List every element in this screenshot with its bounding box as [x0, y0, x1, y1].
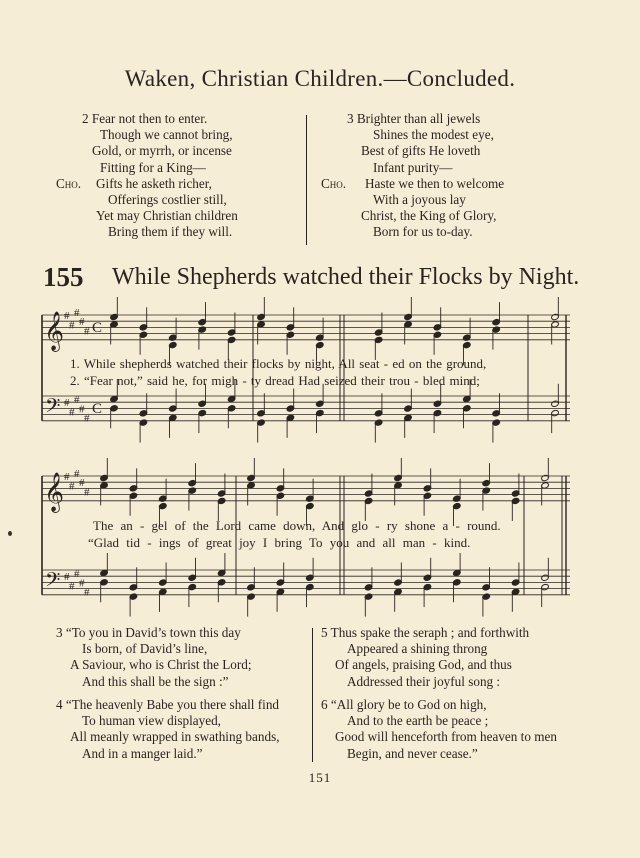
treble-clef-icon: 𝄞: [44, 474, 65, 511]
bass-clef-icon: 𝄢: [45, 570, 61, 596]
time-signature: C: [92, 401, 103, 417]
verse-line: With a joyous lay: [373, 191, 466, 207]
sharp-sign: #: [84, 486, 90, 499]
page-number: 151: [308, 770, 332, 785]
verse-line: Yet may Christian children: [96, 208, 238, 224]
verse-line: Gold, or myrrh, or incense: [92, 143, 232, 159]
lyric-line-system2-verse1: The an - gel of the Lord came down, And glo - ry shone a - round.: [93, 518, 501, 533]
sharp-sign: #: [64, 310, 70, 322]
page-title: Waken, Christian Children.—Concluded.: [124, 66, 516, 91]
treble-clef-icon: 𝄞: [44, 313, 65, 350]
sharp-sign: #: [74, 394, 80, 407]
verse-line: To human view displayed,: [82, 713, 221, 729]
sharp-sign: #: [84, 586, 90, 599]
lyric-line-system2-verse2: “Glad tid - ings of great joy I bring To you and all man - kind.: [88, 535, 471, 550]
lyric-line-system1-verse1: 1. While shepherds watched their flocks by night, All seat - ed on the ground,: [70, 356, 487, 371]
sharp-sign: #: [64, 471, 70, 483]
verse-line: Begin, and never cease.”: [347, 745, 478, 761]
sharp-sign: #: [79, 316, 85, 329]
verse-line: Shines the modest eye,: [373, 127, 494, 143]
verse-line: 3 “To you in David’s town this day: [56, 625, 241, 640]
hymn-number: 155: [43, 262, 84, 292]
stanza-4: [56, 697, 280, 762]
verse-line: Good will henceforth from heaven to men: [335, 729, 557, 745]
verse-line: Of angels, praising God, and thus: [335, 657, 512, 673]
hymn-title: While Shepherds watched their Flocks by Night.: [112, 264, 580, 290]
sharp-sign: #: [69, 406, 75, 419]
stanza-3: [56, 625, 252, 690]
sharp-sign: #: [69, 580, 75, 593]
sharp-sign: #: [69, 319, 75, 332]
time-signature: C: [92, 320, 103, 336]
verse-line: 5 Thus spake the seraph ; and forthwith: [321, 625, 530, 640]
verse-line: And to the earth be peace ;: [347, 713, 489, 729]
verse-line: 3 Brighter than all jewels: [347, 111, 481, 126]
chorus-label: Cho.: [56, 175, 82, 191]
verse-line: Fitting for a King—: [100, 159, 206, 175]
sharp-sign: #: [64, 397, 70, 410]
verse-line: Infant purity—: [373, 159, 453, 175]
lyric-line-system1-verse2: 2. “Fear not,” said he, for migh - ty dread Had seized their trou - bled mind;: [70, 373, 480, 388]
verse-line: Gifts he asketh richer,: [96, 175, 212, 191]
sharp-sign: #: [64, 571, 70, 584]
sharp-sign: #: [74, 467, 80, 480]
verse-line: Appeared a shining throng: [347, 641, 488, 657]
chorus-label: Cho.: [321, 175, 347, 191]
verse-line: Is born, of David’s line,: [82, 641, 208, 657]
verse-line: Christ, the King of Glory,: [361, 208, 497, 224]
bass-clef-icon: 𝄢: [45, 396, 61, 422]
sharp-sign: #: [74, 568, 80, 581]
verse-line: Addressed their joyful song :: [347, 673, 501, 689]
sharp-sign: #: [69, 480, 75, 493]
verse-line: Offerings costlier still,: [108, 191, 227, 207]
sharp-sign: #: [74, 306, 80, 319]
column-divider: [312, 628, 313, 762]
sharp-sign: #: [79, 403, 85, 416]
verse-line: 6 “All glory be to God on high,: [321, 697, 487, 712]
verse-line: All meanly wrapped in swathing bands,: [70, 729, 280, 745]
verse-line: 2 Fear not then to enter.: [82, 111, 208, 126]
ink-spot: [8, 531, 12, 536]
verse-line: Though we cannot bring,: [100, 127, 233, 143]
sharp-sign: #: [84, 412, 90, 425]
stanza-6: [321, 697, 557, 762]
verse-line: Best of gifts He loveth: [361, 143, 481, 159]
sharp-sign: #: [79, 477, 85, 490]
verse-line: 4 “The heavenly Babe you there shall find: [56, 697, 280, 712]
verse-line: A Saviour, who is Christ the Lord;: [70, 657, 252, 673]
stanza-5: [321, 625, 529, 690]
sharp-sign: #: [79, 577, 85, 590]
verse-line: Bring them if they will.: [108, 224, 233, 240]
verse-line: And in a manger laid.”: [82, 745, 203, 761]
sharp-sign: #: [84, 325, 90, 338]
verse-line: Haste we then to welcome: [365, 175, 505, 191]
verse-line: Born for us to-day.: [373, 224, 473, 240]
verse-line: And this shall be the sign :”: [82, 673, 229, 689]
